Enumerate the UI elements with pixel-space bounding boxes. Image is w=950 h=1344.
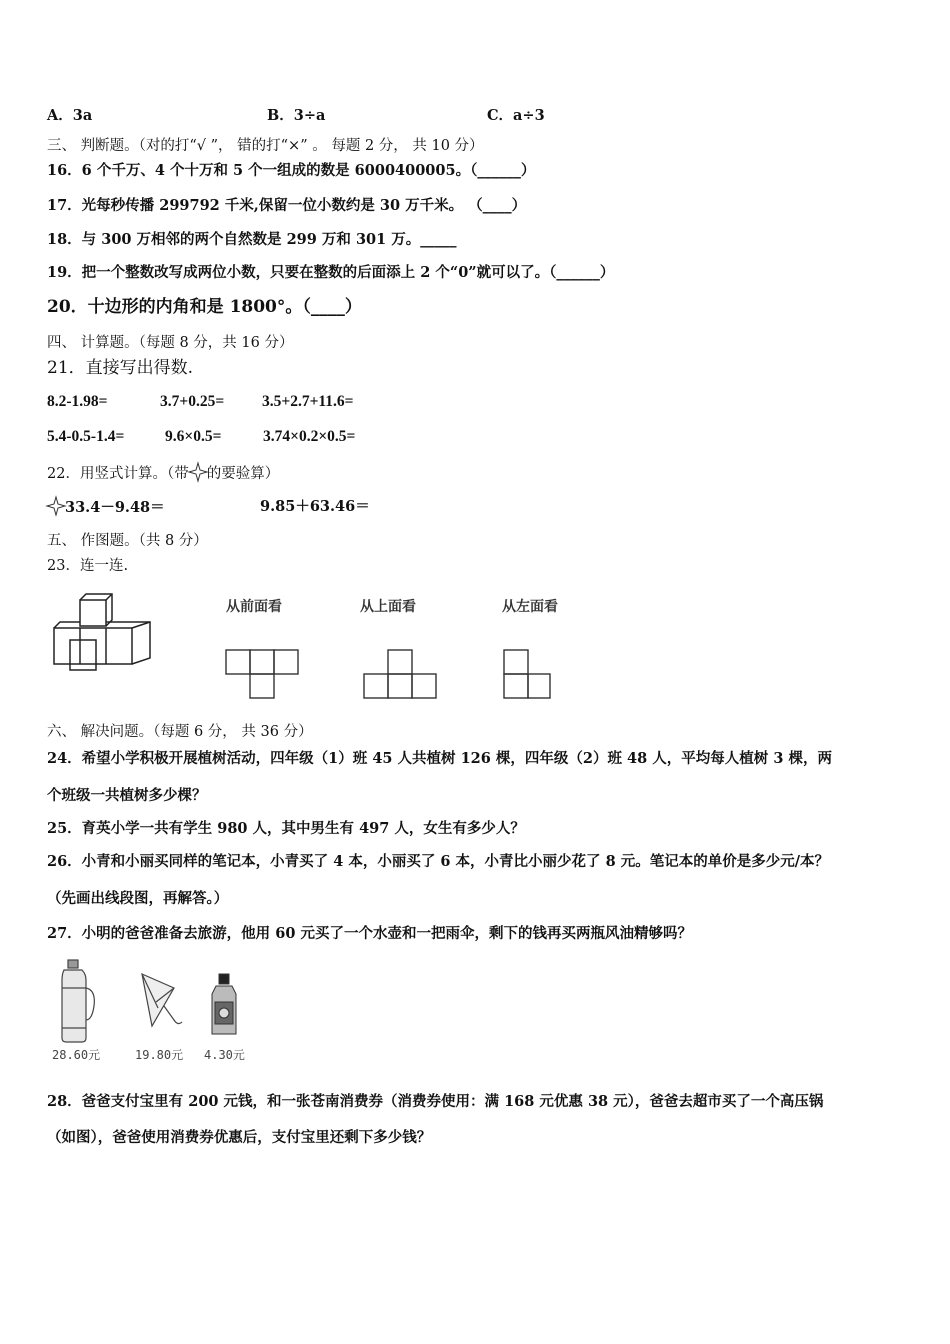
question-19: 19．把一个整数改写成两位小数，只要在整数的后面添上 2 个“0”就可以了。（______） — [47, 264, 615, 281]
option-a: A．3a — [47, 107, 93, 124]
question-22-expr-2: 9.85＋63.46＝ — [260, 498, 370, 515]
question-18: 18．与 300 万相邻的两个自然数是 299 万和 301 万。_____ — [47, 231, 457, 248]
calc-expr: 3.74×0.2×0.5= — [263, 428, 356, 445]
view-label-left: 从左面看 — [502, 599, 558, 615]
section-6-title: 六、 解决问题。（每题 6 分， 共 36 分） — [47, 724, 313, 740]
calc-expr: 8.2-1.98= — [47, 393, 108, 410]
question-24-line-1: 24．希望小学积极开展植树活动，四年级（1）班 45 人共植树 126 棵，四年级（2）班 48 人，平均每人植树 3 棵，两 — [47, 750, 832, 767]
question-26-line-1: 26．小青和小丽买同样的笔记本，小青买了 4 本，小丽买了 6 本，小青比小丽少花了 8 元。笔记本的单价是多少元/本？ — [47, 853, 830, 870]
question-27-title: 27．小明的爸爸准备去旅游，他用 60 元买了一个水壶和一把雨伞，剩下的钱再买两瓶风油精够吗？ — [47, 925, 692, 942]
view-label-front: 从前面看 — [226, 599, 282, 615]
calc-expr: 5.4-0.5-1.4= — [47, 428, 125, 445]
question-20: 20．十边形的内角和是 1800°。（____） — [47, 297, 362, 317]
section-5-title: 五、 作图题。（共 8 分） — [47, 533, 208, 549]
question-28-line-1: 28．爸爸支付宝里有 200 元钱，和一张苍南消费券（消费券使用：满 168 元优惠 38 元），爸爸去超市买了一个高压锅 — [47, 1093, 824, 1110]
cube-stack-figure — [50, 592, 160, 672]
option-c: C．a÷3 — [487, 107, 545, 124]
water-bottle-image — [52, 958, 98, 1044]
question-17: 17．光每秒传播 299792 千米,保留一位小数约是 30 万千米。 （____） — [47, 197, 527, 214]
price-oil: 4.30元 — [204, 1048, 245, 1062]
view-shape-a — [224, 648, 304, 698]
umbrella-image — [134, 968, 186, 1038]
section-3-title: 三、 判断题。（对的打“√ ”， 错的打“×” 。 每题 2 分， 共 10 分） — [47, 138, 484, 154]
four-point-star-icon — [189, 463, 207, 481]
view-label-top: 从上面看 — [360, 599, 416, 615]
price-bottle: 28.60元 — [52, 1048, 101, 1062]
question-22-title-post: 的要验算） — [206, 466, 280, 482]
option-b: B．3÷a — [267, 107, 326, 124]
oil-bottle-image — [206, 972, 242, 1038]
question-22-expr-1 — [47, 497, 165, 518]
question-23-title: 23．连一连. — [47, 558, 129, 574]
calc-expr: 3.5+2.7+11.6= — [262, 393, 354, 410]
question-24-line-2: 个班级一共植树多少棵？ — [47, 787, 207, 804]
question-26-line-2: （先画出线段图，再解答。） — [47, 890, 229, 907]
question-22-title — [47, 463, 279, 484]
four-point-star-icon — [47, 497, 65, 515]
calc-expr: 9.6×0.5= — [165, 428, 222, 445]
calc-expr: 3.7+0.25= — [160, 393, 225, 410]
question-28-line-2: （如图），爸爸使用消费券优惠后，支付宝里还剩下多少钱？ — [47, 1129, 432, 1146]
question-25: 25．育英小学一共有学生 980 人，其中男生有 497 人，女生有多少人？ — [47, 820, 525, 837]
question-16: 16．6 个千万、4 个十万和 5 个一组成的数是 6000400005。（______） — [47, 162, 536, 179]
view-shape-c — [502, 648, 558, 700]
view-shape-b — [362, 648, 442, 700]
question-21-title: 21．直接写出得数. — [47, 358, 194, 378]
section-4-title: 四、 计算题。（每题 8 分，共 16 分） — [47, 335, 294, 351]
expr-1-text: 33.4－9.48＝ — [65, 499, 165, 516]
question-22-title-pre: 22．用竖式计算。（带 — [47, 466, 189, 482]
price-umbrella: 19.80元 — [135, 1048, 184, 1062]
